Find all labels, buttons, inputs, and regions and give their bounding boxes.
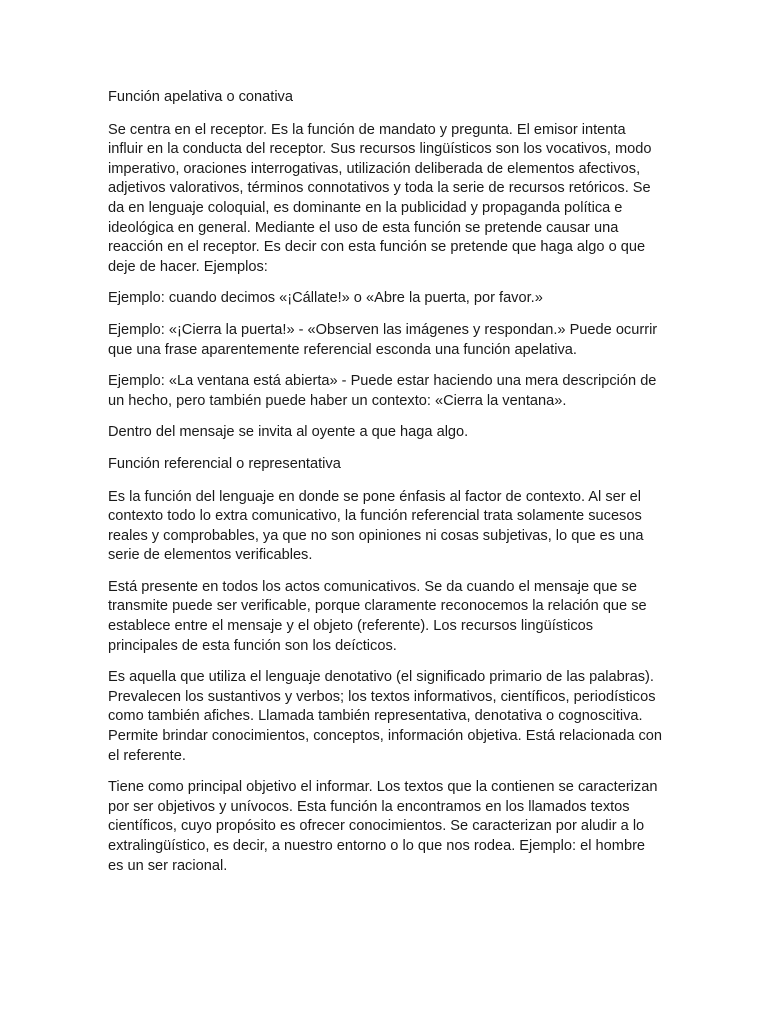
example-paragraph: Ejemplo: «¡Cierra la puerta!» - «Observen las imágenes y respondan.» Puede ocurrir que una frase aparentemente referencial esconda una función apelativa. [108, 321, 658, 358]
paragraph: Se centra en el receptor. Es la función de mandato y pregunta. El emisor intenta influir en la conducta del receptor. Sus recursos lingüísticos son los vocativos, modo imperativo, oraciones interrogativas, utilización deliberada de elementos afectivos, adjetivos valorativos, términos connotativos y toda la serie de recursos retóricos. Se da en lenguaje coloquial, es dominante en la publicidad y propaganda política e ideológica en general. Mediante el uso de esta función se pretende causar una reacción en el receptor. Es decir con esta función se pretende que haga algo o que deje de hacer. Ejemplos: [108, 121, 652, 275]
section-title-referencial: Función referencial o representativa [108, 455, 341, 472]
paragraph: Dentro del mensaje se invita al oyente a que haga algo. [108, 424, 469, 441]
example-paragraph: Ejemplo: cuando decimos «¡Cállate!» o «Abre la puerta, por favor.» [108, 290, 543, 307]
document-page [108, 88, 664, 888]
paragraph: Está presente en todos los actos comunicativos. Se da cuando el mensaje que se transmite puede ser verificable, porque claramente reconocemos la relación que se establece entre el mensaje y el objeto (referente). Los recursos lingüísticos principales de esta función son los deícticos. [108, 578, 647, 654]
paragraph: Es la función del lenguaje en donde se pone énfasis al factor de contexto. Al ser el contexto todo lo extra comunicativo, la función referencial trata solamente sucesos reales y comprobables, ya que no son opiniones ni cosas subjetivas, lo que es una serie de elementos verificables. [108, 488, 644, 564]
paragraph: Es aquella que utiliza el lenguaje denotativo (el significado primario de las palabras). Prevalecen los sustantivos y verbos; los textos informativos, científicos, periodísticos como también afiches. Llamada también representativa, denotativa o cognoscitiva. Permite brindar conocimientos, conceptos, información objetiva. Está relacionada con el referente. [108, 669, 663, 764]
example-paragraph: Ejemplo: «La ventana está abierta» - Puede estar haciendo una mera descripción de un hecho, pero también puede haber un contexto: «Cierra la ventana». [108, 373, 657, 409]
section-title-apelativa: Función apelativa o conativa [108, 89, 293, 105]
paragraph: Tiene como principal objetivo el informar. Los textos que la contienen se caracterizan por ser objetivos y unívocos. Esta función la encontramos en los llamados textos científicos, cuyo propósito es ofrecer conocimientos. Se caracterizan por aludir a lo extralingüístico, es decir, a nuestro entorno o lo que nos rodea. Ejemplo: el hombre es un ser racional. [108, 779, 658, 874]
